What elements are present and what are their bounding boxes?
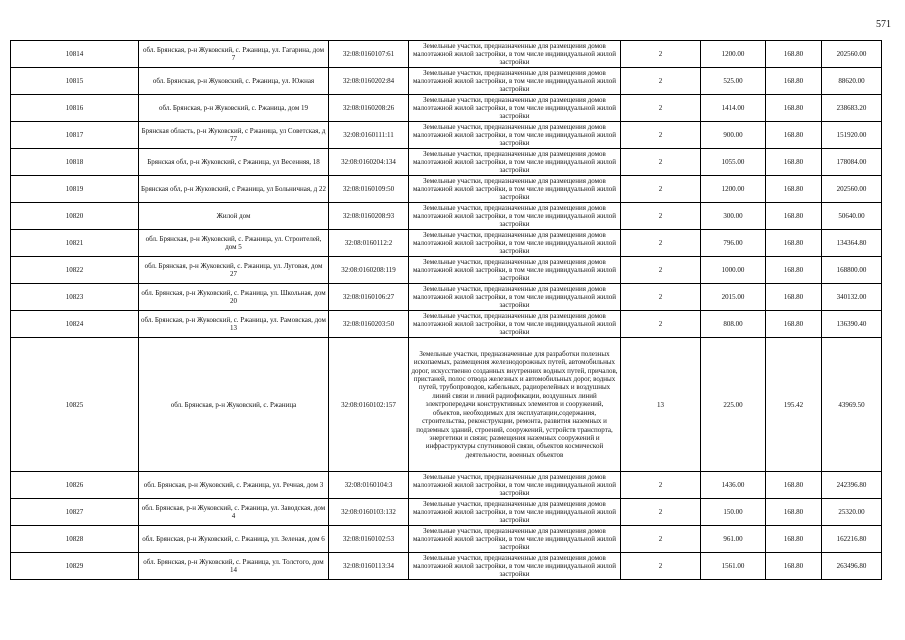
address-cell: Жилой дом [139, 203, 329, 230]
use-group-cell: 2 [621, 122, 701, 149]
address-cell: обл. Брянская, р-н Жуковский, с. Ржаница, ул. Луговая, дом 27 [139, 257, 329, 284]
cadastral-number-cell: 32:08:0160203:50 [329, 311, 409, 338]
parcel-id-cell: 10828 [11, 526, 139, 553]
permitted-use-cell: Земельные участки, предназначенные для размещения домов малоэтажной жилой застройки, в том числе индивидуальной жилой застройки [409, 553, 621, 580]
table-row [11, 176, 882, 203]
area-cell: 796.00 [701, 230, 766, 257]
cadastral-value-cell: 263496.80 [822, 553, 882, 580]
cadastral-value-cell: 202560.00 [822, 41, 882, 68]
table-row [11, 311, 882, 338]
rate-cell: 168.80 [766, 95, 822, 122]
table-row [11, 553, 882, 580]
permitted-use-cell: Земельные участки, предназначенные для размещения домов малоэтажной жилой застройки, в том числе индивидуальной жилой застройки [409, 311, 621, 338]
permitted-use-cell: Земельные участки, предназначенные для разработки полезных ископаемых, размещения железнодорожных путей, автомобильных дорог, искусственно созданных внутренних водных путей, причалов, пристаней, полос отвода железных и автомобильных дорог, водных путей, трубопроводов, кабельных, радиорелейных и воздушных линий связи и линий радиофикации, воздушных линий электропередачи конструктивных элементов и сооружений, объектов, необходимых для эксплуатации,содержания, строительства, реконструкции, ремонта, развития наземных и подземных зданий, строений, сооружений, устройств транспорта, энергетики и связи; размещения наземных сооружений и инфраструктуры спутниковой связи, объектов космической деятельности, военных объектов [409, 338, 621, 472]
parcel-id-cell: 10823 [11, 284, 139, 311]
area-cell: 900.00 [701, 122, 766, 149]
permitted-use-cell: Земельные участки, предназначенные для размещения домов малоэтажной жилой застройки, в том числе индивидуальной жилой застройки [409, 41, 621, 68]
registry-body [11, 41, 882, 580]
permitted-use-cell: Земельные участки, предназначенные для размещения домов малоэтажной жилой застройки, в том числе индивидуальной жилой застройки [409, 68, 621, 95]
rate-cell: 168.80 [766, 526, 822, 553]
table-row [11, 203, 882, 230]
permitted-use-cell: Земельные участки, предназначенные для размещения домов малоэтажной жилой застройки, в том числе индивидуальной жилой застройки [409, 95, 621, 122]
address-cell: обл. Брянская, р-н Жуковский, с. Ржаница, ул. Речная, дом 3 [139, 472, 329, 499]
use-group-cell: 2 [621, 553, 701, 580]
permitted-use-cell: Земельные участки, предназначенные для размещения домов малоэтажной жилой застройки, в том числе индивидуальной жилой застройки [409, 203, 621, 230]
cadastral-value-cell: 43969.50 [822, 338, 882, 472]
cadastral-value-cell: 151920.00 [822, 122, 882, 149]
address-cell: обл. Брянская, р-н Жуковский, с. Ржаница, ул. Толстого, дом 14 [139, 553, 329, 580]
table-row [11, 122, 882, 149]
rate-cell: 195.42 [766, 338, 822, 472]
rate-cell: 168.80 [766, 41, 822, 68]
use-group-cell: 2 [621, 230, 701, 257]
use-group-cell: 2 [621, 257, 701, 284]
permitted-use-cell: Земельные участки, предназначенные для размещения домов малоэтажной жилой застройки, в том числе индивидуальной жилой застройки [409, 257, 621, 284]
rate-cell: 168.80 [766, 311, 822, 338]
address-cell: обл. Брянская, р-н Жуковский, с. Ржаница, ул. Зеленая, дом 6 [139, 526, 329, 553]
cadastral-value-cell: 202560.00 [822, 176, 882, 203]
area-cell: 961.00 [701, 526, 766, 553]
permitted-use-cell: Земельные участки, предназначенные для размещения домов малоэтажной жилой застройки, в том числе индивидуальной жилой застройки [409, 149, 621, 176]
table-row [11, 257, 882, 284]
use-group-cell: 2 [621, 311, 701, 338]
parcel-id-cell: 10815 [11, 68, 139, 95]
rate-cell: 168.80 [766, 176, 822, 203]
use-group-cell: 2 [621, 176, 701, 203]
table-row [11, 499, 882, 526]
cadastral-number-cell: 32:08:0160202:84 [329, 68, 409, 95]
cadastral-value-cell: 136390.40 [822, 311, 882, 338]
cadastral-value-cell: 242396.80 [822, 472, 882, 499]
area-cell: 1200.00 [701, 176, 766, 203]
use-group-cell: 2 [621, 472, 701, 499]
land-registry-table [10, 40, 882, 580]
use-group-cell: 2 [621, 68, 701, 95]
table-row [11, 472, 882, 499]
rate-cell: 168.80 [766, 472, 822, 499]
parcel-id-cell: 10821 [11, 230, 139, 257]
address-cell: обл. Брянская, р-н Жуковский, с. Ржаница, ул. Гагарина, дом 7 [139, 41, 329, 68]
address-cell: обл. Брянская, р-н Жуковский, с. Ржаница, ул. Рамовская, дом 13 [139, 311, 329, 338]
cadastral-value-cell: 238683.20 [822, 95, 882, 122]
table-row [11, 338, 882, 472]
cadastral-number-cell: 32:08:0160208:93 [329, 203, 409, 230]
permitted-use-cell: Земельные участки, предназначенные для размещения домов малоэтажной жилой застройки, в том числе индивидуальной жилой застройки [409, 284, 621, 311]
rate-cell: 168.80 [766, 257, 822, 284]
rate-cell: 168.80 [766, 499, 822, 526]
rate-cell: 168.80 [766, 122, 822, 149]
address-cell: обл. Брянская, р-н Жуковский, с. Ржаница, ул. Школьная, дом 20 [139, 284, 329, 311]
permitted-use-cell: Земельные участки, предназначенные для размещения домов малоэтажной жилой застройки, в том числе индивидуальной жилой застройки [409, 122, 621, 149]
cadastral-number-cell: 32:08:0160111:11 [329, 122, 409, 149]
permitted-use-cell: Земельные участки, предназначенные для размещения домов малоэтажной жилой застройки, в том числе индивидуальной жилой застройки [409, 526, 621, 553]
area-cell: 1055.00 [701, 149, 766, 176]
cadastral-value-cell: 134364.80 [822, 230, 882, 257]
use-group-cell: 2 [621, 499, 701, 526]
cadastral-value-cell: 50640.00 [822, 203, 882, 230]
area-cell: 1414.00 [701, 95, 766, 122]
page-number: 571 [876, 19, 891, 30]
parcel-id-cell: 10817 [11, 122, 139, 149]
cadastral-value-cell: 25320.00 [822, 499, 882, 526]
parcel-id-cell: 10818 [11, 149, 139, 176]
address-cell: обл. Брянская, р-н Жуковский, с. Ржаница, ул. Заводская, дом 4 [139, 499, 329, 526]
parcel-id-cell: 10822 [11, 257, 139, 284]
parcel-id-cell: 10824 [11, 311, 139, 338]
area-cell: 225.00 [701, 338, 766, 472]
rate-cell: 168.80 [766, 553, 822, 580]
rate-cell: 168.80 [766, 284, 822, 311]
area-cell: 1000.00 [701, 257, 766, 284]
cadastral-number-cell: 32:08:0160109:50 [329, 176, 409, 203]
parcel-id-cell: 10820 [11, 203, 139, 230]
rate-cell: 168.80 [766, 230, 822, 257]
area-cell: 525.00 [701, 68, 766, 95]
address-cell: обл. Брянская, р-н Жуковский, с. Ржаница, дом 19 [139, 95, 329, 122]
cadastral-number-cell: 32:08:0160104:3 [329, 472, 409, 499]
rate-cell: 168.80 [766, 68, 822, 95]
parcel-id-cell: 10829 [11, 553, 139, 580]
use-group-cell: 2 [621, 95, 701, 122]
cadastral-number-cell: 32:08:0160208:26 [329, 95, 409, 122]
parcel-id-cell: 10819 [11, 176, 139, 203]
table-row [11, 95, 882, 122]
cadastral-number-cell: 32:08:0160107:61 [329, 41, 409, 68]
permitted-use-cell: Земельные участки, предназначенные для размещения домов малоэтажной жилой застройки, в том числе индивидуальной жилой застройки [409, 499, 621, 526]
cadastral-number-cell: 32:08:0160113:34 [329, 553, 409, 580]
use-group-cell: 2 [621, 149, 701, 176]
address-cell: Брянская обл, р-н Жуковский, с Ржаница, ул Больничная, д 22 [139, 176, 329, 203]
cadastral-number-cell: 32:08:0160208:119 [329, 257, 409, 284]
cadastral-number-cell: 32:08:0160102:53 [329, 526, 409, 553]
rate-cell: 168.80 [766, 203, 822, 230]
parcel-id-cell: 10816 [11, 95, 139, 122]
address-cell: обл. Брянская, р-н Жуковский, с. Ржаница, ул. Южная [139, 68, 329, 95]
address-cell: обл. Брянская, р-н Жуковский, с. Ржаница [139, 338, 329, 472]
address-cell: Брянская область, р-н Жуковский, с Ржаница, ул Советская, д 77 [139, 122, 329, 149]
use-group-cell: 2 [621, 284, 701, 311]
cadastral-value-cell: 340132.00 [822, 284, 882, 311]
rate-cell: 168.80 [766, 149, 822, 176]
use-group-cell: 13 [621, 338, 701, 472]
cadastral-value-cell: 168800.00 [822, 257, 882, 284]
address-cell: Брянская обл, р-н Жуковский, с Ржаница, ул Весенняя, 18 [139, 149, 329, 176]
permitted-use-cell: Земельные участки, предназначенные для размещения домов малоэтажной жилой застройки, в том числе индивидуальной жилой застройки [409, 176, 621, 203]
area-cell: 1561.00 [701, 553, 766, 580]
table-row [11, 41, 882, 68]
area-cell: 150.00 [701, 499, 766, 526]
table-row [11, 526, 882, 553]
area-cell: 300.00 [701, 203, 766, 230]
use-group-cell: 2 [621, 526, 701, 553]
area-cell: 808.00 [701, 311, 766, 338]
address-cell: обл. Брянская, р-н Жуковский, с. Ржаница, ул. Строителей, дом 5 [139, 230, 329, 257]
cadastral-value-cell: 162216.80 [822, 526, 882, 553]
area-cell: 1436.00 [701, 472, 766, 499]
cadastral-number-cell: 32:08:0160112:2 [329, 230, 409, 257]
table-row [11, 68, 882, 95]
permitted-use-cell: Земельные участки, предназначенные для размещения домов малоэтажной жилой застройки, в том числе индивидуальной жилой застройки [409, 472, 621, 499]
cadastral-value-cell: 178084.00 [822, 149, 882, 176]
parcel-id-cell: 10827 [11, 499, 139, 526]
cadastral-number-cell: 32:08:0160102:157 [329, 338, 409, 472]
cadastral-number-cell: 32:08:0160106:27 [329, 284, 409, 311]
area-cell: 2015.00 [701, 284, 766, 311]
permitted-use-cell: Земельные участки, предназначенные для размещения домов малоэтажной жилой застройки, в том числе индивидуальной жилой застройки [409, 230, 621, 257]
cadastral-number-cell: 32:08:0160204:134 [329, 149, 409, 176]
use-group-cell: 2 [621, 203, 701, 230]
table-row [11, 149, 882, 176]
cadastral-value-cell: 88620.00 [822, 68, 882, 95]
table-row [11, 284, 882, 311]
parcel-id-cell: 10826 [11, 472, 139, 499]
use-group-cell: 2 [621, 41, 701, 68]
parcel-id-cell: 10814 [11, 41, 139, 68]
cadastral-number-cell: 32:08:0160103:132 [329, 499, 409, 526]
table-row [11, 230, 882, 257]
area-cell: 1200.00 [701, 41, 766, 68]
parcel-id-cell: 10825 [11, 338, 139, 472]
